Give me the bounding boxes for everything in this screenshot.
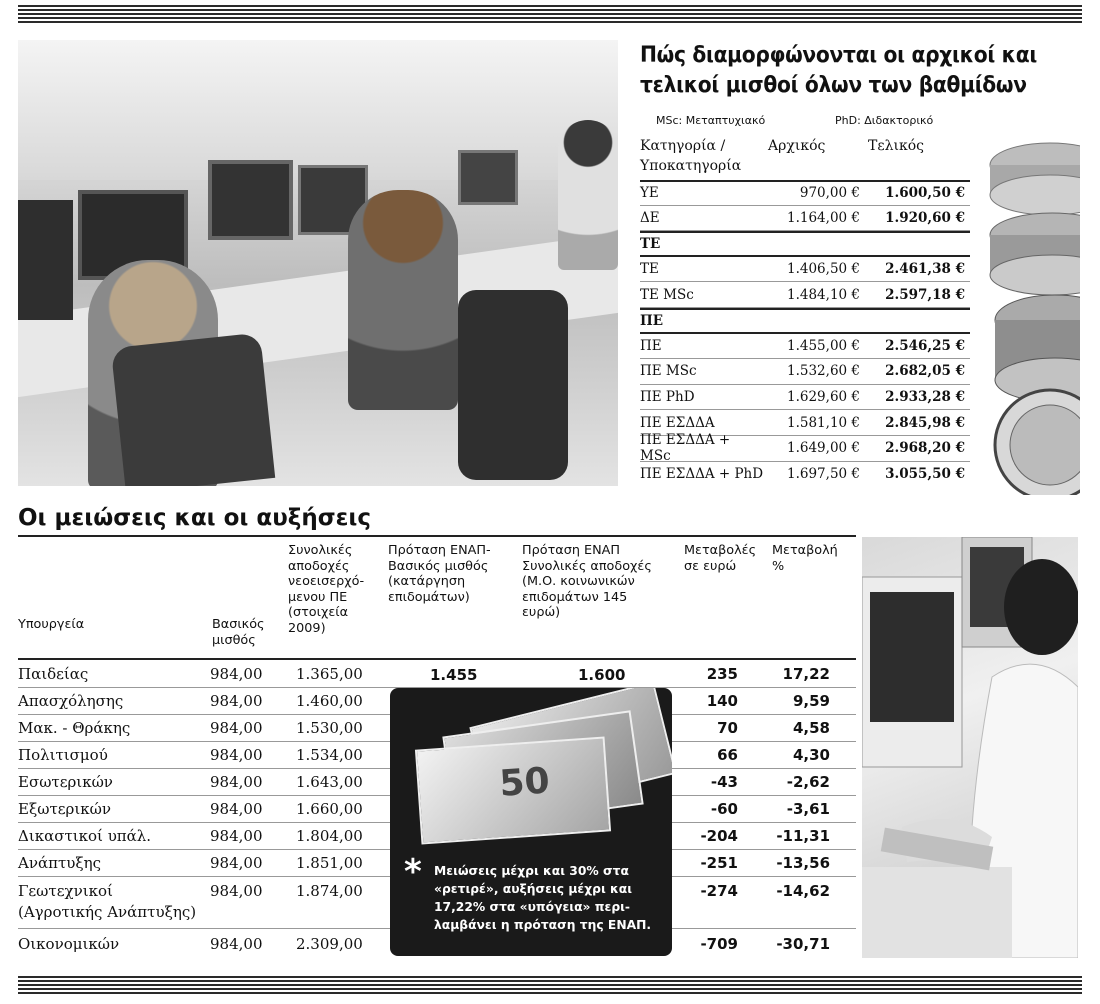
header-enap-basic: Πρόταση ΕΝΑΠ- Βασικός μισθός (κατάργηση επιδομάτων) [388, 543, 491, 605]
callout-box [390, 688, 672, 956]
cell-ministry: Δικαστικοί υπάλ. [18, 827, 152, 845]
cell-change-eur: 235 [706, 665, 738, 683]
clerk-photo [862, 537, 1078, 958]
cell-enap-basic: 1.455 [430, 666, 478, 684]
coins-photo [980, 140, 1080, 495]
salary-table [640, 180, 970, 487]
cell-final: 1.920,60 € [885, 209, 965, 226]
cell-basic: 984,00 [210, 882, 263, 900]
banknote-value: 50 [498, 760, 551, 805]
cell-total: 1.643,00 [296, 773, 363, 791]
group-row [640, 231, 970, 257]
table-row [640, 385, 970, 411]
callout-text: Μειώσεις μέχρι και 30% στα «ρετιρέ», αυξήσεις μέχρι και 17,22% στα «υπόγεια» περι- λαμβάνει η πρόταση της ΕΝΑΠ. [434, 864, 652, 932]
cell-change-pct: -3,61 [786, 800, 830, 818]
cell-ministry: Οικονομικών [18, 935, 120, 953]
header-initial: Αρχικός [768, 138, 826, 154]
group-row [640, 308, 970, 334]
cell-change-pct: 4,58 [792, 719, 830, 737]
cell-basic: 984,00 [210, 827, 263, 845]
table-row [640, 462, 970, 488]
cell-initial: 970,00 € [799, 185, 860, 202]
cell-change-pct: 17,22 [782, 665, 830, 683]
cell-final: 2.546,25 € [885, 337, 965, 354]
cell-initial: 1.649,00 € [787, 440, 860, 457]
section-rule [18, 535, 856, 537]
bottom-stripe-rule [18, 976, 1082, 996]
asterisk-icon: * [404, 852, 422, 892]
cell-change-pct: -14,62 [776, 882, 830, 900]
banknotes-image [408, 698, 658, 848]
cell-change-pct: -13,56 [776, 854, 830, 872]
cell-total: 1.874,00 [296, 882, 363, 900]
top-stripe-rule [18, 5, 1082, 25]
cell-category: ΠΕ ΕΣΔΔΑ + PhD [640, 466, 764, 483]
cell-category: ΠΕ MSc [640, 363, 697, 380]
legend-msc: MSc: Μεταπτυχιακό [656, 114, 766, 127]
cell-category: ΠΕ PhD [640, 389, 695, 406]
header-ministry: Υπουργεία [18, 617, 85, 632]
legend-phd: PhD: Διδακτορικό [835, 114, 934, 127]
cell-total: 1.365,00 [296, 665, 363, 683]
cell-category: ΠΕ [640, 337, 662, 354]
cell-ministry: Εξωτερικών [18, 800, 111, 818]
cell-final: 2.968,20 € [885, 440, 965, 457]
cell-basic: 984,00 [210, 854, 263, 872]
cell-change-eur: -251 [700, 854, 738, 872]
header-total-2009: Συνολικές αποδοχές νεοεισερχό- μενου ΠΕ (στοιχεία 2009) [288, 543, 365, 636]
cell-ministry: Εσωτερικών [18, 773, 113, 791]
header-final: Τελικός [868, 138, 924, 154]
header-enap-total: Πρόταση ΕΝΑΠ Συνολικές αποδοχές (Μ.Ο. κοινωνικών επιδομάτων 145 ευρώ) [522, 543, 652, 620]
header-basic: Βασικός μισθός [212, 617, 265, 648]
cell-final: 1.600,50 € [885, 185, 965, 202]
cell-final: 2.933,28 € [885, 389, 965, 406]
cell-total: 1.804,00 [296, 827, 363, 845]
cell-change-eur: -43 [710, 773, 738, 791]
cell-change-pct: -2,62 [786, 773, 830, 791]
cell-initial: 1.484,10 € [787, 286, 860, 303]
cell-basic: 984,00 [210, 746, 263, 764]
cell-basic: 984,00 [210, 719, 263, 737]
salary-table-title: Πώς διαμορφώνονται οι αρχικοί και τελικοί μισθοί όλων των βαθμίδων [640, 42, 1037, 98]
table-row [640, 359, 970, 385]
cell-basic: 984,00 [210, 800, 263, 818]
cell-change-eur: 70 [717, 719, 738, 737]
cell-change-pct: 9,59 [792, 692, 830, 710]
cell-basic: 984,00 [210, 665, 263, 683]
group-label: ΤΕ [640, 235, 661, 252]
cell-enap-total: 1.600 [578, 666, 626, 684]
cell-final: 2.682,05 € [885, 363, 965, 380]
cell-category: ΔΕ [640, 209, 660, 226]
cell-final: 2.461,38 € [885, 261, 965, 278]
cell-basic: 984,00 [210, 692, 263, 710]
cell-change-eur: -60 [710, 800, 738, 818]
cell-final: 2.845,98 € [885, 414, 965, 431]
header-change-eur: Μεταβολές σε ευρώ [684, 543, 757, 574]
cell-category: ΤΕ [640, 261, 659, 278]
cell-change-eur: 66 [717, 746, 738, 764]
cell-initial: 1.406,50 € [787, 261, 860, 278]
cell-total: 1.530,00 [296, 719, 363, 737]
table-row [18, 660, 856, 688]
header-change-pct: Μεταβολή % [772, 543, 838, 574]
cell-change-eur: -709 [700, 935, 738, 953]
cell-category: ΠΕ ΕΣΔΔΑ [640, 414, 715, 431]
cell-initial: 1.455,00 € [787, 337, 860, 354]
cell-change-pct: -30,71 [776, 935, 830, 953]
cell-initial: 1.697,50 € [787, 466, 860, 483]
cell-change-pct: -11,31 [776, 827, 830, 845]
office-photo [18, 40, 618, 486]
cell-change-eur: -274 [700, 882, 738, 900]
header-category: Κατηγορία / Υποκατηγορία [640, 138, 742, 174]
table-row [640, 257, 970, 283]
cell-ministry: Πολιτισμού [18, 746, 108, 764]
table-row [640, 206, 970, 232]
cell-ministry: Απασχόλησης [18, 692, 124, 710]
cell-change-eur: 140 [706, 692, 738, 710]
group-label: ΠΕ [640, 312, 664, 329]
cell-total: 2.309,00 [296, 935, 363, 953]
table-row [640, 282, 970, 308]
cell-final: 2.597,18 € [885, 286, 965, 303]
cell-basic: 984,00 [210, 773, 263, 791]
cell-total: 1.660,00 [296, 800, 363, 818]
cell-change-eur: -204 [700, 827, 738, 845]
table-row [640, 432, 970, 465]
ministry-table-title: Οι μειώσεις και οι αυξήσεις [18, 505, 372, 531]
cell-category: ΥΕ [640, 185, 659, 202]
cell-ministry: Γεωτεχνικοί [18, 882, 113, 900]
table-row [640, 334, 970, 360]
cell-category: ΠΕ ΕΣΔΔΑ + MSc [640, 432, 731, 465]
cell-change-pct: 4,30 [792, 746, 830, 764]
cell-basic: 984,00 [210, 935, 263, 953]
cell-ministry: Μακ. - Θράκης [18, 719, 131, 737]
cell-total: 1.534,00 [296, 746, 363, 764]
cell-total: 1.851,00 [296, 854, 363, 872]
cell-ministry-detail: (Αγροτικής Ανάπτυξης) [18, 903, 197, 921]
cell-ministry: Παιδείας [18, 665, 89, 683]
table-row [640, 180, 970, 206]
cell-ministry: Ανάπτυξης [18, 854, 102, 872]
cell-initial: 1.532,60 € [787, 363, 860, 380]
cell-total: 1.460,00 [296, 692, 363, 710]
cell-initial: 1.629,60 € [787, 389, 860, 406]
cell-initial: 1.164,00 € [787, 209, 860, 226]
cell-category: ΤΕ MSc [640, 286, 694, 303]
cell-initial: 1.581,10 € [787, 414, 860, 431]
cell-final: 3.055,50 € [885, 466, 965, 483]
